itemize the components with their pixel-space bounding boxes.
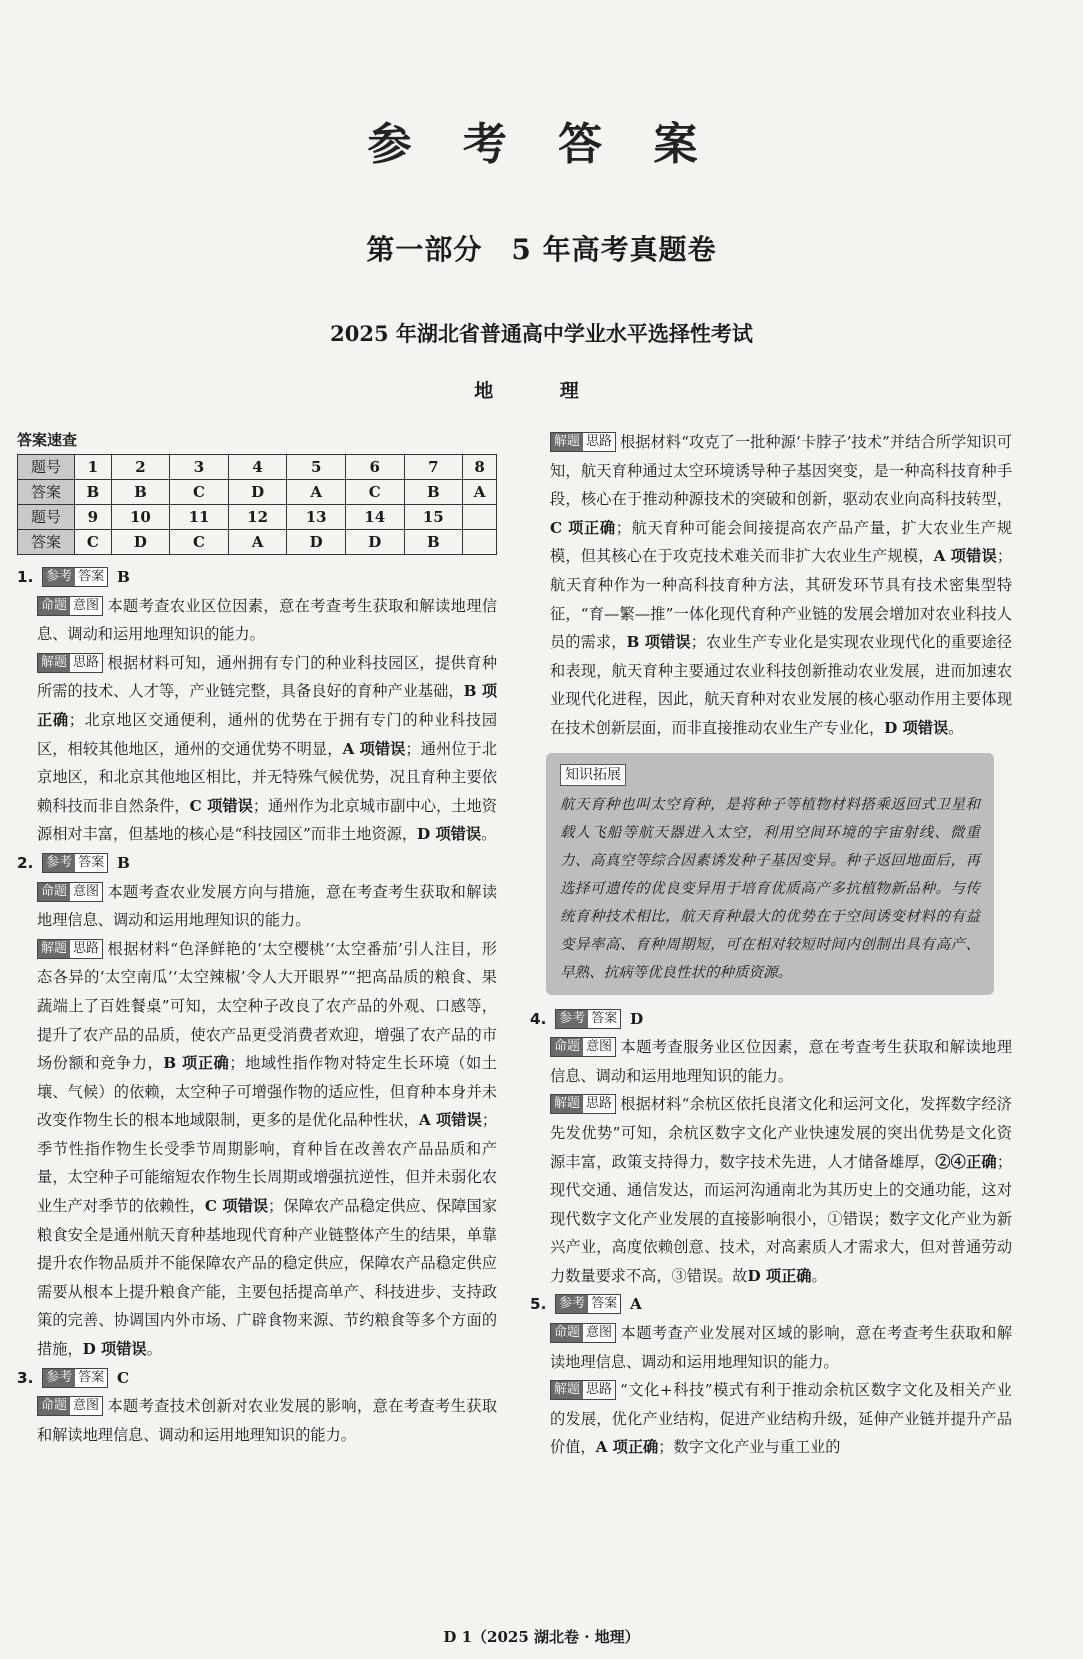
question-number: 5. — [530, 1295, 547, 1314]
table-cell: 15 — [404, 505, 463, 530]
table-cell: 4 — [228, 455, 287, 480]
q1-answer-line — [17, 563, 497, 592]
table-row — [18, 480, 497, 505]
table-cell: C — [345, 480, 404, 505]
q3-answer-line — [17, 1364, 497, 1393]
table-cell: 8 — [463, 455, 497, 480]
subject-title: 地 理 — [474, 380, 609, 402]
q4-intent: 命题 意图 本题考查服务业区位因素，意在考查考生获取和解读地理信息、调动和运用地理知识的能力。 — [550, 1038, 1012, 1085]
table-cell: 3 — [170, 455, 229, 480]
knowledge-extension-box — [546, 753, 994, 995]
idea-tag: 解题 思路 — [550, 1380, 616, 1400]
table-header-cell: 答案 — [18, 480, 75, 505]
intent-tag: 命题 意图 — [37, 882, 103, 902]
table-cell: A — [463, 480, 497, 505]
q2-intent: 命题 意图 本题考查农业发展方向与措施，意在考查考生获取和解读地理信息、调动和运用地理知识的能力。 — [37, 882, 497, 930]
table-cell: 11 — [170, 505, 229, 530]
part-title: 第一部分 5 年高考真题卷 — [366, 233, 717, 266]
answer-quick-check-label: 答案速查 — [17, 431, 78, 449]
table-cell: B — [111, 480, 170, 505]
knowledge-extension-tag: 知识拓展 — [560, 764, 626, 786]
answer-table — [17, 454, 497, 555]
table-row — [18, 530, 497, 555]
main-title: 参 考 答 案 — [367, 119, 716, 170]
exam-title: 2025 年湖北省普通高中学业水平选择性考试 — [330, 321, 753, 346]
table-cell: D — [111, 530, 170, 555]
table-cell: B — [75, 480, 112, 505]
table-cell: 12 — [228, 505, 287, 530]
question-number: 2. — [17, 853, 34, 872]
table-cell: 1 — [75, 455, 112, 480]
intent-tag: 命题 意图 — [550, 1037, 616, 1057]
table-cell: 10 — [111, 505, 170, 530]
intent-tag: 命题 意图 — [37, 596, 103, 616]
question-number: 4. — [530, 1009, 547, 1028]
table-cell: 9 — [75, 505, 112, 530]
table-cell: B — [404, 530, 463, 555]
table-cell: 7 — [404, 455, 463, 480]
table-cell: 5 — [287, 455, 346, 480]
reference-answer-tag: 参考 答案 — [42, 1368, 108, 1388]
table-cell — [463, 505, 497, 530]
q5-answer-line — [530, 1290, 1012, 1319]
q4-idea: 解题 思路 根据材料“余杭区依托良渚文化和运河文化，发挥数字经济先发优势”可知，余杭区数字文化产业快速发展的突出优势是文化资源丰富，政策支持得力，数字技术先进，人才储备雄厚，②④正确；现代交通、通信发达，而运河沟通南北为其历史上的交通功能，这对现代数字文化产业发展的直接影响很小，①错误；数字文化产业为新兴产业，高度依赖创意、技术，对高素质人才需求大，但对普通劳动力数量要求不高，③错误。故D 项正确。 — [550, 1095, 1013, 1285]
page-footer: D 1（2025 湖北卷 · 地理） — [443, 1628, 640, 1646]
q2-idea: 解题 思路 根据材料“色泽鲜艳的‘太空樱桃’‘太空番茄’引人注目，形态各异的‘太空南瓜’‘太空辣椒’令人大开眼界”“把高品质的粮食、果蔬端上了百姓餐桌”可知，太空种子改良了农产品的外观、口感等，提升了农产品的品质，使农产品更受消费者欢迎，增强了农产品的市场份额和竞争力，B 项正确；地域性指作物对特定生长环境（如土壤、气候）的依赖，太空种子可增强作物的适应性，但育种本身并未改变作物生长的根本地域限制，更多的是优化品种性状，A 项错误；季节性指作物生长受季节周期影响，育种旨在改善农产品品质和产量，太空种子可能缩短农作物生长周期或增强抗逆性，但并未弱化农业生产对季节的依赖性，C 项错误；保障农产品稳定供应、保障国家粮食安全是通州航天育种基地现代育种产业链整体产生的结果，单靠提升农作物品质并不能保障农产品的稳定供应，保障农产品稳定供应需要从根本上提升粮食产能，主要包括提高单产、科技进步、支持政策的完善、协调国内外市场、广辟食物来源、节约粮食等多个方面的措施，D 项错误。 — [37, 939, 498, 1359]
q3-answer: C — [117, 1368, 130, 1387]
table-cell: 2 — [111, 455, 170, 480]
table-cell: B — [404, 480, 463, 505]
q4-answer: D — [630, 1009, 644, 1028]
reference-answer-tag: 参考 答案 — [42, 567, 108, 587]
intent-tag: 命题 意图 — [37, 1396, 103, 1416]
idea-tag: 解题 思路 — [550, 1094, 616, 1114]
table-cell: 14 — [345, 505, 404, 530]
table-header-cell: 题号 — [18, 505, 75, 530]
table-cell: A — [287, 480, 346, 505]
idea-tag: 解题 思路 — [550, 432, 616, 452]
table-cell: D — [228, 480, 287, 505]
q5-answer: A — [630, 1295, 642, 1314]
q5-intent: 命题 意图 本题考查产业发展对区域的影响，意在考查考生获取和解读地理信息、调动和运用地理知识的能力。 — [550, 1324, 1012, 1371]
table-cell: 6 — [345, 455, 404, 480]
question-number: 1. — [17, 568, 34, 586]
table-cell: D — [345, 530, 404, 555]
table-row — [18, 505, 497, 530]
q2-answer-line — [17, 849, 497, 878]
idea-tag: 解题 思路 — [37, 939, 103, 959]
table-cell — [463, 530, 497, 555]
q5-idea: 解题 思路 “文化+科技”模式有利于推动余杭区数字文化及相关产业的发展，优化产业结构，促进产业结构升级，延伸产业链并提升产品价值，A 项正确；数字文化产业与重工业的 — [550, 1381, 1012, 1457]
question-number: 3. — [17, 1368, 34, 1387]
question-1 — [17, 563, 497, 849]
table-header-cell: 答案 — [18, 530, 75, 555]
table-cell: 13 — [287, 505, 346, 530]
table-cell: C — [75, 530, 112, 555]
reference-answer-tag: 参考 答案 — [555, 1294, 621, 1314]
question-5 — [530, 1290, 1012, 1462]
table-cell: C — [170, 480, 229, 505]
right-column — [530, 428, 1013, 1462]
q1-intent: 命题 意图 本题考查农业区位因素，意在考查考生获取和解读地理信息、调动和运用地理知识的能力。 — [37, 596, 497, 644]
question-2 — [17, 849, 497, 1364]
reference-answer-tag: 参考 答案 — [555, 1009, 621, 1029]
idea-tag: 解题 思路 — [37, 653, 103, 673]
table-header-cell: 题号 — [18, 455, 75, 480]
q1-answer: B — [117, 568, 130, 586]
q1-idea: 解题 思路 根据材料可知，通州拥有专门的种业科技园区，提供育种所需的技术、人才等，产业链完整，具备良好的育种产业基础，B 项正确；北京地区交通便利，通州的优势在于拥有专门的种业科技园区，相较其他地区，通州的交通优势不明显，A 项错误；通州位于北京地区，和北京其他地区相比，并无特殊气候优势，况且育种主要依赖科技而非自然条件，C 项错误；通州作为北京城市副中心，土地资源相对丰富，但基地的核心是“科技园区”而非土地资源，D 项错误。 — [37, 653, 498, 844]
table-cell: C — [170, 530, 229, 555]
knowledge-extension-text: 航天育种也叫太空育种，是将种子等植物材料搭乘返回式卫星和载人飞船等航天器进入太空，利用空间环境的宇宙射线、微重力、高真空等综合因素诱发种子基因变异。种子返回地面后，再选择可遗传的优良变异用于培育优质高产多抗植物新品种。与传统育种技术相比，航天育种最大的优势在于空间诱变材料的有益变异率高、育种周期短，可在相对较短时间内创制出具有高产、早熟、抗病等优良性状的种质资源。 — [560, 796, 980, 981]
intent-tag: 命题 意图 — [550, 1323, 616, 1343]
table-cell: D — [287, 530, 346, 555]
left-column — [17, 428, 497, 1449]
question-4 — [530, 1005, 1012, 1291]
q3-idea: 解题 思路 根据材料“攻克了一批种源‘卡脖子’技术”并结合所学知识可知，航天育种通过太空环境诱导种子基因突变，是一种高科技育种手段，核心在于推动种源技术的突破和创新，驱动农业向高科技转型，C 项正确；航天育种可能会间接提高农产品产量，扩大农业生产规模，但其核心在于攻克技术难关而非扩大农业生产规模，A 项错误；航天育种作为一种高科技育种方法，其研发环节具有技术密集型特征，“育—繁—推”一体化现代育种产业链的发展会增加对农业科技人员的需求，B 项错误；农业生产专业化是实现农业现代化的重要途径和表现，航天育种主要通过农业科技创新推动农业发展，进而加速农业现代化进程，因此，航天育种对农业发展的核心驱动作用主要体现在技术创新层面，而非直接推动农业生产专业化，D 项错误。 — [550, 433, 1013, 737]
table-cell: A — [228, 530, 287, 555]
q3-intent: 命题 意图 本题考查技术创新对农业发展的影响，意在考查考生获取和解读地理信息、调动和运用地理知识的能力。 — [37, 1397, 497, 1444]
q2-answer: B — [117, 853, 130, 872]
table-row — [18, 455, 497, 480]
reference-answer-tag: 参考 答案 — [42, 853, 108, 873]
q4-answer-line — [530, 1005, 1012, 1034]
question-3 — [17, 1364, 497, 1450]
